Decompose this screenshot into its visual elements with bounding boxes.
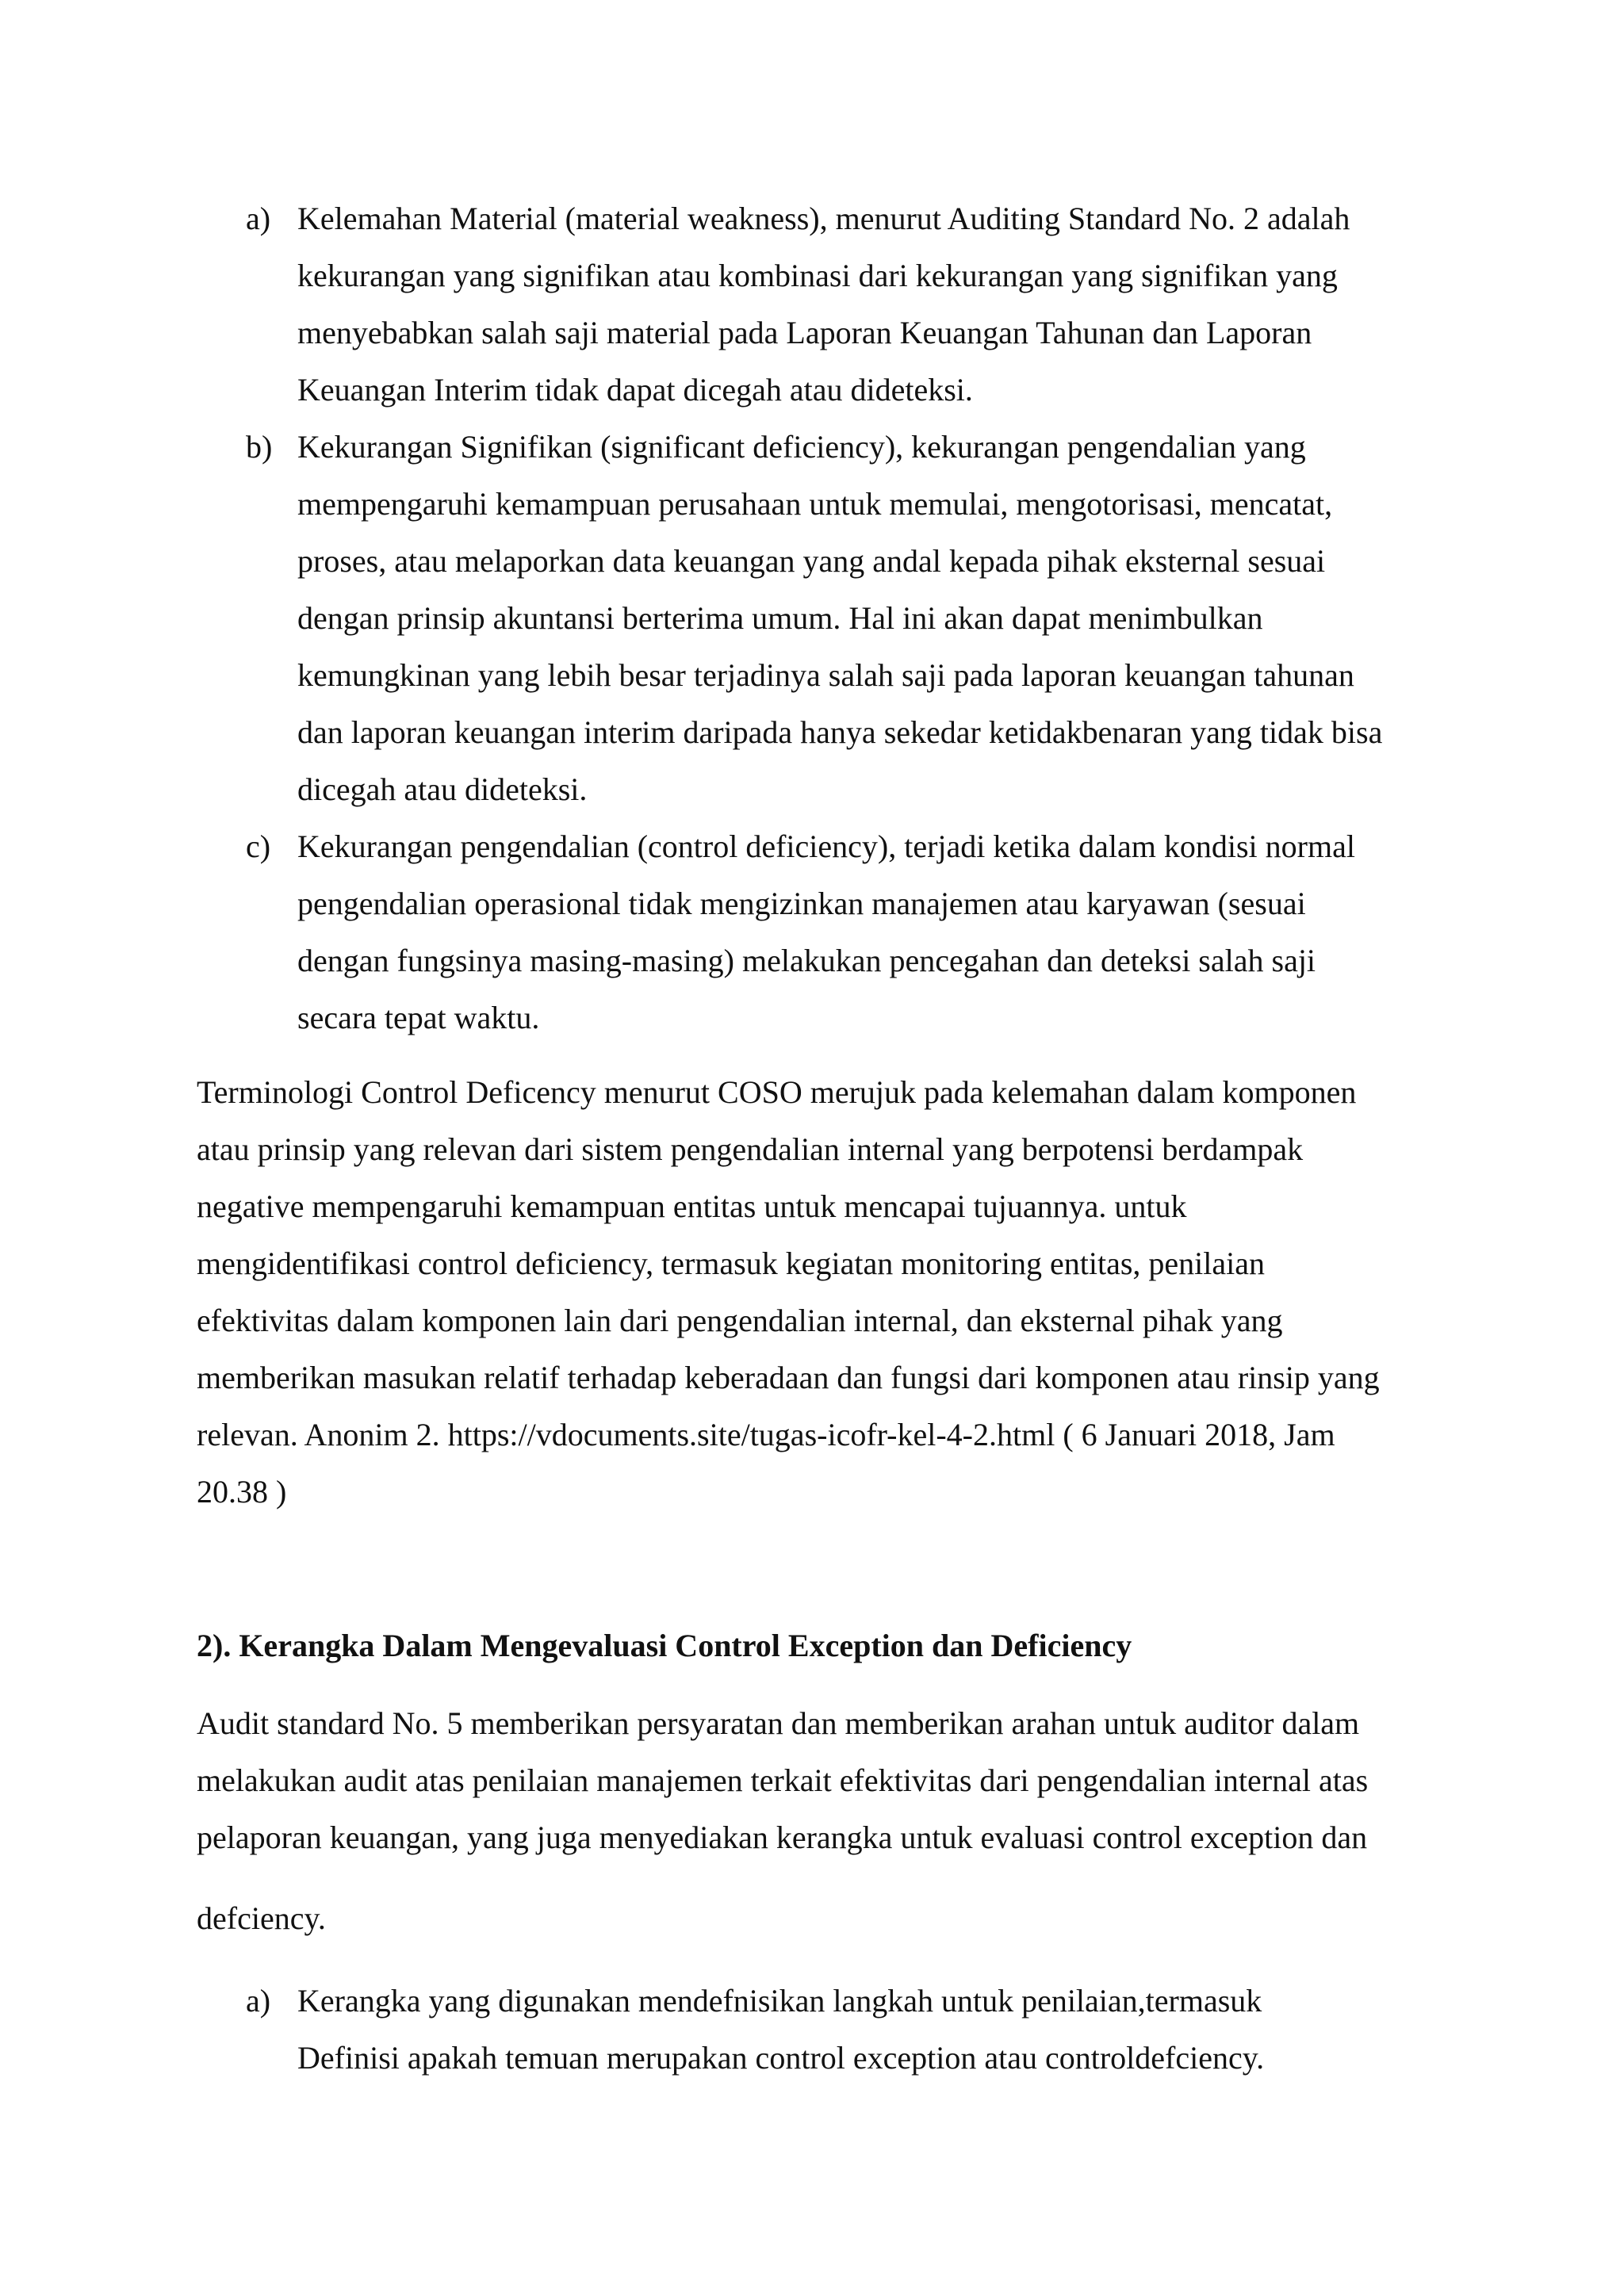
paragraph-audit-standard-tail: defciency.: [197, 1900, 326, 1936]
list-item-text: Kekurangan Signifikan (significant deficiency), kekurangan pengendalian yang mempengaruhi kemampuan perusahaan untuk memulai, mengotorisasi, mencatat, proses, atau melaporkan data keuangan yang andal kepada pihak eksternal sesuai dengan prinsip akuntansi berterima umum. Hal ini akan dapat menimbulkan kemungkinan yang lebih besar terjadinya salah saji pada laporan keuangan tahunan dan laporan keuangan interim daripada hanya sekedar ketidakbenaran yang tidak bisa dicegah atau dideteksi.: [297, 429, 1383, 807]
list-marker: c): [246, 828, 271, 864]
list-item-text: Kelemahan Material (material weakness), menurut Auditing Standard No. 2 adalah kekurangan yang signifikan atau kombinasi dari kekurangan yang signifikan yang menyebabkan salah saji material pada Laporan Keuangan Tahunan dan Laporan Keuangan Interim tidak dapat dicegah atau dideteksi.: [297, 201, 1350, 408]
section-heading: 2). Kerangka Dalam Mengevaluasi Control Exception dan Deficiency: [197, 1628, 1132, 1663]
paragraph-coso: Terminologi Control Deficency menurut COSO merujuk pada kelemahan dalam komponen atau prinsip yang relevan dari sistem pengendalian internal yang berpotensi berdampak negative mempengaruhi kemampuan entitas untuk mencapai tujuannya. untuk mengidentifikasi control deficiency, termasuk kegiatan monitoring entitas, penilaian efektivitas dalam komponen lain dari pengendalian internal, dan eksternal pihak yang memberikan masukan relatif terhadap keberadaan dan fungsi dari komponen atau rinsip yang relevan. Anonim 2. https://vdocuments.site/tugas-icofr-kel-4-2.html ( 6 Januari 2018, Jam 20.38 ): [197, 1074, 1380, 1510]
list-marker: a): [246, 1983, 271, 2019]
list-item-text: Kekurangan pengendalian (control deficiency), terjadi ketika dalam kondisi normal pengendalian operasional tidak mengizinkan manajemen atau karyawan (sesuai dengan fungsinya masing-masing) melakukan pencegahan dan deteksi salah saji secara tepat waktu.: [297, 828, 1355, 1035]
paragraph-audit-standard: Audit standard No. 5 memberikan persyaratan dan memberikan arahan untuk auditor dalam melakukan audit atas penilaian manajemen terkait efektivitas dari pengendalian internal atas pelaporan keuangan, yang juga menyediakan kerangka untuk evaluasi control exception dan: [197, 1705, 1369, 1855]
list-item-text: Kerangka yang digunakan mendefnisikan langkah untuk penilaian,termasuk Definisi apakah temuan merupakan control exception atau controldefciency.: [297, 1983, 1265, 2076]
list-marker: b): [246, 429, 273, 465]
list-marker: a): [246, 201, 271, 236]
